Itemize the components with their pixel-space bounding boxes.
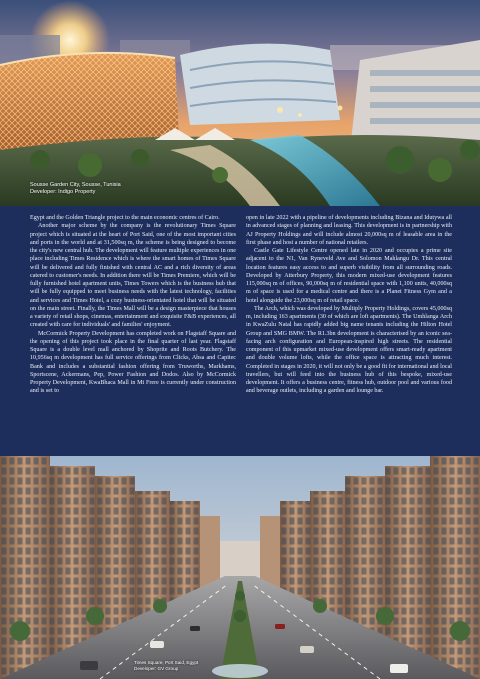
times-square-render bbox=[0, 456, 480, 679]
bottom-image-caption bbox=[134, 660, 198, 672]
times-square-render-illustration bbox=[0, 456, 480, 679]
bottom-image-caption-developer: Developer: GV Group bbox=[134, 666, 179, 671]
sousse-render-illustration bbox=[0, 0, 480, 206]
right-paragraph-1: open in late 2022 with a pipeline of developments including Bizana and Idutywa all in advanced stages of planning and leasing. This development is in partnership with AJ Property Holdings and will include almost 20,000sq m of leasable area in the first phase and host a number of national retailers. bbox=[246, 215, 452, 246]
right-paragraph-2: Castle Gate Lifestyle Centre opened late in 2020 and occupies a prime site adjacent to the N1, Van Ryneveld Ave and Solomon Mahlangu Dr. This central location features easy access to and superb visibility from all surrounding roads. Developed by Atterbury Property, this modern mixed-use development features 115,000sq m of offices, 90,000sq m of residential space with 1,100 units, 40,000sq m of space is used for a medical centre and there is a Planet Fitness Gym and a hotel alongside the 23,000sq m of retail space. bbox=[246, 248, 452, 304]
top-image-caption-location: Sousse Garden City, Sousse, Tunisia bbox=[30, 182, 121, 188]
left-paragraph-2: Another major scheme by the company is the revolutionary Times Square project which is situated at the heart of Port Said, one of the most important cities and ports in the world and at 31,500sq m, the scheme is being designed to become the city's new central hub. The development will feature multiple experiences in one place including Times Residence which is where the smart homes of Times Square will be delivered and fully finished with central AC and a rich diversity of areas catered to customer's needs. In addition there will be Times Premiere, which will be fully furnished hotel apartment units, Times Towers which is the business hub that will be fully equipped to meet business needs with the latest technology, facilities and services and Times Hotel, a cozy business-orientated hotel that will be situated on the main street. Finally, the Times Mall will be a design masterpiece that houses a variety of retail shops, cinemas, entertainment and exquisite F&B experiences, all created with care for individuals' and families' enjoyment. bbox=[30, 223, 236, 329]
left-paragraph-1: Egypt and the Golden Triangle project to the main economic centres of Cairo. bbox=[30, 215, 220, 221]
article-column-right bbox=[246, 214, 452, 396]
article-body bbox=[0, 206, 480, 456]
left-paragraph-3: McCormick Property Development has completed work on Flagstaff Square and the opening of this project took place in the final quarter of last year. Flagstaff Square is a double level mall anchored by Shoprite and Roots Butchery. The 10,956sq m development has full service offerings from Clicks, Absa and Capitec Bank and includes a substantial fashion offering from Truworths, Markhams, Sportscene, Ackermans, Pep, Power Fashion and Dodos. Also by McCormick Property Development, KwaBhaca Mall in Mt Frere is currently under construction and is set to bbox=[30, 330, 236, 395]
top-image-caption bbox=[30, 182, 121, 196]
article-column-left bbox=[30, 214, 236, 396]
right-paragraph-3: The Arch, which was developed by Multiply Property Holdings, covers 45,000sq m, including 163 apartments (30 of which are loft apartments). The Umhlanga Arch in KwaZulu Natal has rapidly added big name tenants including the Hilton Hotel Group and SMG BMW. The R1.3bn development is characterised by an iconic sea-facing arch configuration and European-inspired high streets. The residential component of this upmarket mixed-use development offers smart-ready apartment and double volume lofts, while the office space is attracting much interest. Completed in stages in 2020, it will not only be a good fit for international and local travellers, but will feed into the business hub of this bespoke, mixed-use development. It offers a business centre, fitness hub, outdoor pool and various food and beverage outlets, including a garden and lounge bar. bbox=[246, 305, 452, 395]
bottom-image-caption-location: Times Square, Port Said, Egypt bbox=[134, 660, 199, 665]
sousse-garden-city-render bbox=[0, 0, 480, 206]
top-image-caption-developer: Developer: Indigo Property bbox=[30, 189, 96, 195]
